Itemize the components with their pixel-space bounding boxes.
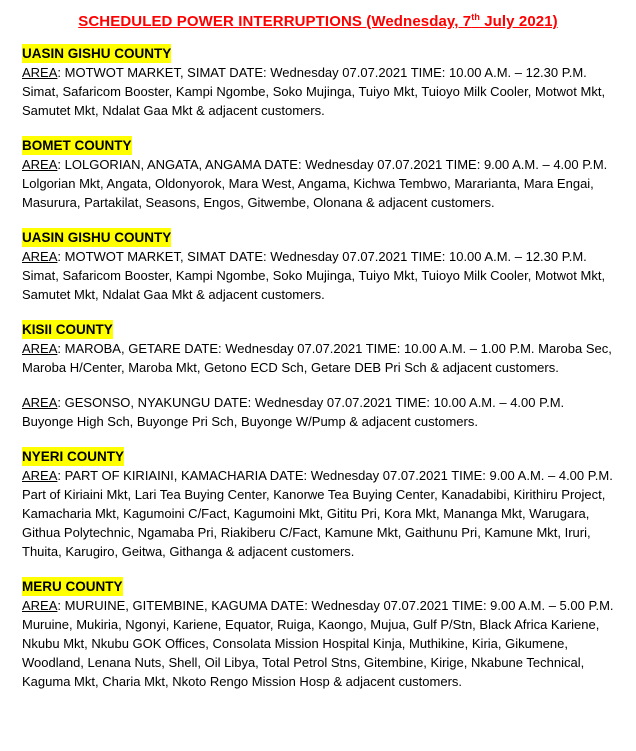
area-label: AREA: [22, 341, 58, 356]
interruption-entry: AREA: MOTWOT MARKET, SIMAT DATE: Wednesday 07.07.2021 TIME: 10.00 A.M. – 12.30 P.M. Simat, Safaricom Booster, Kampi Ngombe, Soko Mujinga, Tuiyo Mkt, Tuioyo Milk Cooler, Motwot Mkt, Samutet Mkt, Ndalat Gaa Mkt & adjacent customers.: [22, 65, 606, 118]
title-prefix: SCHEDULED POWER INTERRUPTIONS (Wednesday, 7: [78, 13, 472, 30]
entry-text: GESONSO, NYAKUNGU DATE: Wednesday 07.07.2021 TIME: 10.00 A.M. – 4.00 P.M. Buyonge High Sch, Buyonge Pri Sch, Buyonge W/Pump & adjacent customers.: [22, 395, 565, 429]
county-heading-row: [22, 447, 614, 466]
entry-text: MOTWOT MARKET, SIMAT DATE: Wednesday 07.07.2021 TIME: 10.00 A.M. – 12.30 P.M. Simat, Safaricom Booster, Kampi Ngombe, Soko Mujinga, Tuiyo Mkt, Tuioyo Milk Cooler, Motwot Mkt, Samutet Mkt, Ndalat Gaa Mkt & adjacent customers.: [22, 65, 606, 118]
area-label: AREA: [22, 249, 58, 264]
county-heading: BOMET COUNTY: [22, 138, 132, 153]
entry-text: LOLGORIAN, ANGATA, ANGAMA DATE: Wednesday 07.07.2021 TIME: 9.00 A.M. – 4.00 P.M. Lolgorian Mkt, Angata, Oldonyorok, Mara West, Angama, Kichwa Tembwo, Mararianta, Mara Engai, Masurura, Partakilat, Seasons, Engos, Gitwembe, Olonana & adjacent customers.: [22, 157, 608, 210]
area-label: AREA: [22, 468, 58, 483]
county-heading-row: [22, 228, 614, 247]
county-heading-row: [22, 44, 614, 63]
interruption-entry: AREA: GESONSO, NYAKUNGU DATE: Wednesday 07.07.2021 TIME: 10.00 A.M. – 4.00 P.M. Buyonge High Sch, Buyonge Pri Sch, Buyonge W/Pump & adjacent customers.: [22, 395, 565, 429]
area-label: AREA: [22, 65, 58, 80]
county-section: [22, 447, 614, 561]
county-section: [22, 228, 614, 304]
county-heading: MERU COUNTY: [22, 579, 123, 594]
entry-text: MURUINE, GITEMBINE, KAGUMA DATE: Wednesday 07.07.2021 TIME: 9.00 A.M. – 5.00 P.M. Muruine, Mukiria, Ngonyi, Kariene, Equator, Ruiga, Kaongo, Mujua, Gulf P/Stn, Black Africa Kariene, Nkubu Mkt, Nkubu GOK Offices, Consolata Mission Hospital Kinja, Muthikine, Kiria, Gikumene, Woodland, Lenana Nuts, Shell, Oil Libya, Total Petrol Stns, Gitembine, Kirige, Nkabune Technical, Kaguma Mkt, Charia Mkt, Nkoto Rengo Mission Hosp & adjacent customers.: [22, 598, 614, 689]
county-section: [22, 320, 614, 431]
county-heading: NYERI COUNTY: [22, 449, 125, 464]
county-heading-row: [22, 136, 614, 155]
interruption-entry: AREA: PART OF KIRIAINI, KAMACHARIA DATE: Wednesday 07.07.2021 TIME: 9.00 A.M. – 4.00 P.M. Part of Kiriaini Mkt, Lari Tea Buying Center, Kanorwe Tea Buying Center, Kanadabibi, Kirithiru Project, Kamacharia Mkt, Kagumoini C/Fact, Kagumoini Mkt, Gititu Pri, Kora Mkt, Mananga Mkt, Warugara, Githua Polytechnic, Ngamaba Pri, Riakiberu C/Fact, Kamune Mkt, Gaithunu Pri, Kamune Mkt, Iruri, Thuita, Karugiro, Geitwa, Githanga & adjacent customers.: [22, 468, 613, 559]
area-label: AREA: [22, 395, 58, 410]
county-section: [22, 577, 614, 691]
interruption-entry: AREA: MOTWOT MARKET, SIMAT DATE: Wednesday 07.07.2021 TIME: 10.00 A.M. – 12.30 P.M. Simat, Safaricom Booster, Kampi Ngombe, Soko Mujinga, Tuiyo Mkt, Tuioyo Milk Cooler, Motwot Mkt, Samutet Mkt, Ndalat Gaa Mkt & adjacent customers.: [22, 249, 606, 302]
page-title: [22, 12, 614, 30]
area-label: AREA: [22, 157, 58, 172]
entry-text: MAROBA, GETARE DATE: Wednesday 07.07.2021 TIME: 10.00 A.M. – 1.00 P.M. Maroba Sec, Maroba H/Center, Maroba Mkt, Getono ECD Sch, Getare DEB Pri Sch & adjacent customers.: [22, 341, 612, 375]
title-ordinal-suffix: th: [471, 12, 480, 22]
county-heading: UASIN GISHU COUNTY: [22, 46, 172, 61]
county-heading-row: [22, 320, 614, 339]
county-section: [22, 44, 614, 120]
interruption-entry: AREA: LOLGORIAN, ANGATA, ANGAMA DATE: Wednesday 07.07.2021 TIME: 9.00 A.M. – 4.00 P.M. Lolgorian Mkt, Angata, Oldonyorok, Mara West, Angama, Kichwa Tembwo, Mararianta, Mara Engai, Masurura, Partakilat, Seasons, Engos, Gitwembe, Olonana & adjacent customers.: [22, 157, 608, 210]
interruption-entry: AREA: MAROBA, GETARE DATE: Wednesday 07.07.2021 TIME: 10.00 A.M. – 1.00 P.M. Maroba Sec, Maroba H/Center, Maroba Mkt, Getono ECD Sch, Getare DEB Pri Sch & adjacent customers.: [22, 341, 612, 375]
area-label: AREA: [22, 598, 58, 613]
county-heading-row: [22, 577, 614, 596]
county-heading: UASIN GISHU COUNTY: [22, 230, 172, 245]
interruption-entry: AREA: MURUINE, GITEMBINE, KAGUMA DATE: Wednesday 07.07.2021 TIME: 9.00 A.M. – 5.00 P.M. Muruine, Mukiria, Ngonyi, Kariene, Equator, Ruiga, Kaongo, Mujua, Gulf P/Stn, Black Africa Kariene, Nkubu Mkt, Nkubu GOK Offices, Consolata Mission Hospital Kinja, Muthikine, Kiria, Gikumene, Woodland, Lenana Nuts, Shell, Oil Libya, Total Petrol Stns, Gitembine, Kirige, Nkabune Technical, Kaguma Mkt, Charia Mkt, Nkoto Rengo Mission Hosp & adjacent customers.: [22, 598, 614, 689]
entry-text: PART OF KIRIAINI, KAMACHARIA DATE: Wednesday 07.07.2021 TIME: 9.00 A.M. – 4.00 P.M. Part of Kiriaini Mkt, Lari Tea Buying Center, Kanorwe Tea Buying Center, Kanadabibi, Kirithiru Project, Kamacharia Mkt, Kagumoini C/Fact, Kagumoini Mkt, Gititu Pri, Kora Mkt, Mananga Mkt, Warugara, Githua Polytechnic, Ngamaba Pri, Riakiberu C/Fact, Kamune Mkt, Gaithunu Pri, Kamune Mkt, Iruri, Thuita, Karugiro, Geitwa, Githanga & adjacent customers.: [22, 468, 613, 559]
county-heading: KISII COUNTY: [22, 322, 113, 337]
county-sections: [22, 44, 614, 691]
entry-text: MOTWOT MARKET, SIMAT DATE: Wednesday 07.07.2021 TIME: 10.00 A.M. – 12.30 P.M. Simat, Safaricom Booster, Kampi Ngombe, Soko Mujinga, Tuiyo Mkt, Tuioyo Milk Cooler, Motwot Mkt, Samutet Mkt, Ndalat Gaa Mkt & adjacent customers.: [22, 249, 606, 302]
title-suffix: July 2021): [479, 13, 558, 30]
county-section: [22, 136, 614, 212]
